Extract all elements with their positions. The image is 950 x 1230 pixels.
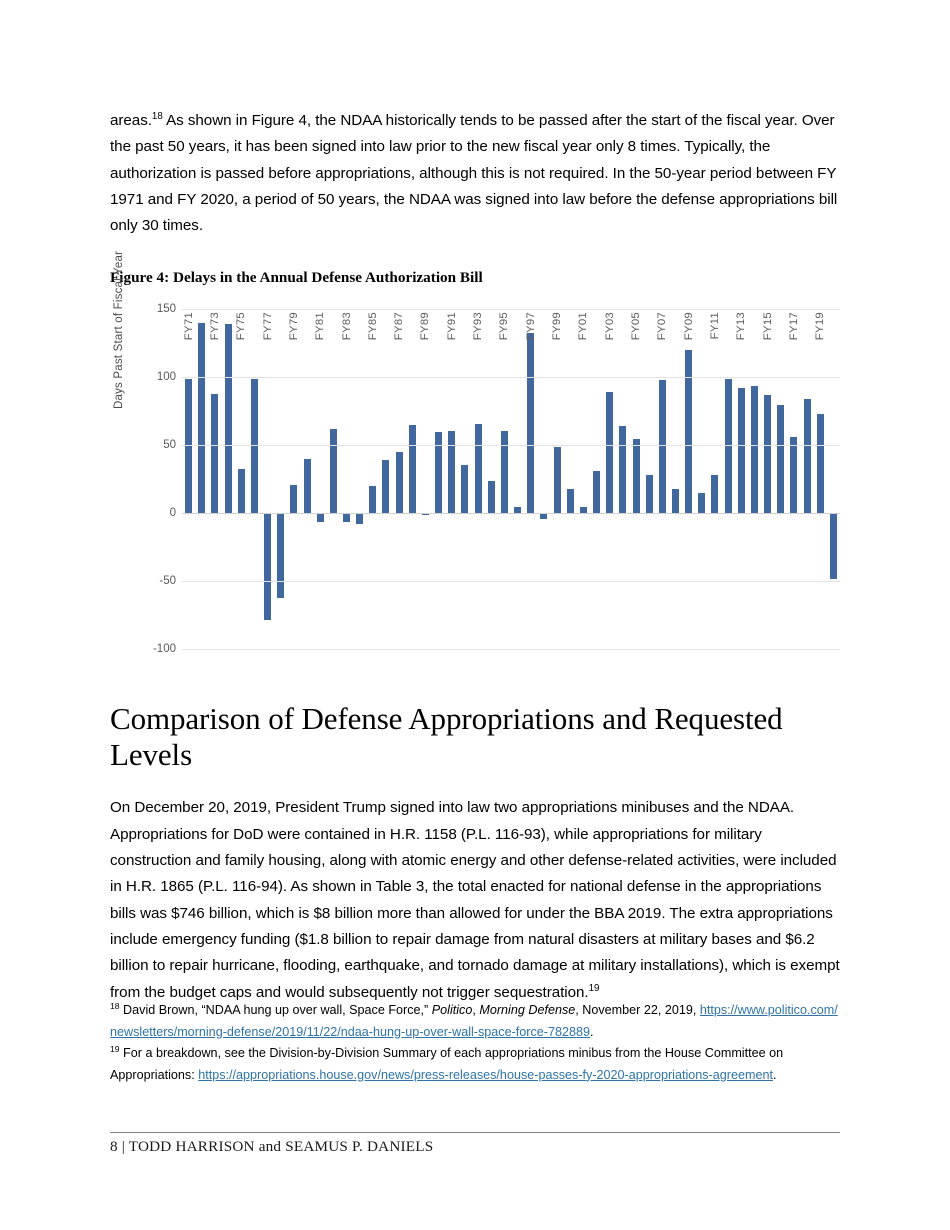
chart-x-tick-label: FY07 — [656, 312, 669, 341]
chart-x-tick-label: FY13 — [735, 312, 748, 341]
chart-x-tick-label: FY05 — [630, 312, 643, 341]
footnote-entry: $^{19}$ For a breakdown, see the Division-by-Division Summary of each appropriations minibus from the House Committee on Appropriations: https://appropriations.house.gov/news/press-releases/house-passes-fy-2020-appropriations-agreement. — [110, 1043, 784, 1082]
chart-x-tick-label: FY71 — [182, 312, 195, 341]
chart-bar — [738, 388, 745, 513]
chart-bar — [777, 405, 784, 514]
chart-bar — [238, 469, 245, 514]
chart-bar — [396, 452, 403, 513]
chart-bar — [304, 459, 311, 513]
chart-x-tick-label: FY19 — [814, 312, 827, 341]
chart-x-tick-label: FY09 — [682, 312, 695, 341]
chart-y-tick-label: 0 — [169, 507, 176, 520]
chart-gridline — [182, 649, 840, 650]
chart-bar — [633, 439, 640, 514]
chart-gridline — [182, 581, 840, 582]
chart-gridline — [182, 377, 840, 378]
footer-page-label: 8 | TODD HARRISON and SEAMUS P. DANIELS — [110, 1138, 434, 1155]
chart-bar — [698, 493, 705, 513]
chart-y-tick-label: 150 — [156, 303, 176, 316]
chart-y-tick-label: -100 — [152, 643, 176, 656]
figure-caption: Figure 4: Delays in the Annual Defense Authorization Bill — [110, 269, 483, 287]
chart-bar — [751, 386, 758, 514]
chart-bar — [619, 426, 626, 513]
chart-bar — [593, 471, 600, 513]
chart-bar — [409, 425, 416, 513]
intro-paragraph: areas.$^{18}$ As shown in Figure 4, the NDAA historically tends to be passed after the start of the fiscal year. Over the past 50 years, it has been signed into law prior to the new fiscal year only 8 times. Typically, the authorization is passed before appropriations, although this is not required. In the 50-year period between FY 1971 and FY 2020, a period of 50 years, the NDAA was signed into law before the defense appropriations bill only 30 times. — [110, 110, 838, 235]
chart-x-tick-label: FY95 — [498, 312, 511, 341]
footnotes-block — [110, 1000, 840, 1086]
chart-x-tick-label: FY87 — [393, 312, 406, 341]
footnote-link-politico[interactable]: https://www.politico.com/newsletters/morning-defense/2019/11/22/ndaa-hung-up-over-wall-space-force-782889 — [110, 1003, 838, 1039]
chart-x-tick-label: FY77 — [261, 312, 274, 341]
chart-bar — [514, 507, 521, 514]
chart-bar — [606, 392, 613, 513]
chart-x-tick-label: FY91 — [445, 312, 458, 341]
chart-bar — [501, 431, 508, 514]
footnote-number: 19 — [110, 1043, 120, 1054]
chart-gridline — [182, 513, 840, 514]
chart-bar — [711, 475, 718, 513]
chart-bar — [277, 513, 284, 597]
chart-bar — [580, 507, 587, 514]
chart-bar — [475, 424, 482, 514]
chart-x-tick-label: FY15 — [761, 312, 774, 341]
footnote-link-appropriations[interactable]: https://appropriations.house.gov/news/press-releases/house-passes-fy-2020-appropriations-agreement — [198, 1067, 773, 1082]
chart-bar — [567, 489, 574, 513]
chart-bar — [356, 513, 363, 524]
chart-bar — [330, 429, 337, 513]
chart-bar — [817, 414, 824, 513]
chart-bar — [790, 437, 797, 513]
chart-x-tick-label: FY17 — [787, 312, 800, 341]
chart-gridline — [182, 445, 840, 446]
chart-bar — [764, 395, 771, 513]
chart-bar — [804, 399, 811, 513]
chart-bar — [211, 394, 218, 514]
chart-y-axis-labels — [110, 303, 182, 656]
chart-bar — [382, 460, 389, 513]
chart-x-axis-labels — [182, 309, 840, 369]
chart-x-tick-label: FY73 — [208, 312, 221, 341]
chart-y-tick-label: -50 — [159, 575, 176, 588]
page-content — [110, 108, 840, 1006]
chart-bar — [646, 475, 653, 513]
chart-bar — [290, 485, 297, 514]
chart-bar — [554, 447, 561, 514]
chart-y-axis-title: Days Past Start of Fiscal Year — [113, 251, 125, 410]
chart-bar — [448, 431, 455, 514]
chart-x-tick-label: FY93 — [472, 312, 485, 341]
chart-x-tick-label: FY81 — [314, 312, 327, 341]
chart-bar — [317, 513, 324, 521]
chart-x-tick-label: FY03 — [603, 312, 616, 341]
chart-y-tick-label: 50 — [163, 439, 176, 452]
chart-bar — [369, 486, 376, 513]
chart-x-tick-label: FY11 — [708, 312, 721, 340]
chart-bar — [830, 513, 837, 578]
chart-bar — [435, 432, 442, 514]
chart-x-tick-label: FY75 — [235, 312, 248, 341]
chart-y-tick-label: 100 — [156, 371, 176, 384]
chart-bar — [672, 489, 679, 513]
chart-bar — [264, 513, 271, 619]
chart-bar — [685, 350, 692, 513]
chart-x-tick-label: FY01 — [577, 312, 590, 341]
chart-bar — [659, 380, 666, 513]
chart-x-tick-label: FY85 — [366, 312, 379, 341]
footer-divider — [110, 1132, 840, 1133]
chart-x-tick-label: FY83 — [340, 312, 353, 341]
chart-bar — [488, 481, 495, 514]
section-paragraph: On December 20, 2019, President Trump signed into law two appropriations minibuses and the NDAA. Appropriations for DoD were contained in H.R. 1158 (P.L. 116-93), while appropriations for military construction and family housing, along with atomic energy and other defense-related activities, were included in H.R. 1865 (P.L. 116-94). As shown in Table 3, the total enacted for national defense in the appropriations bills was $746 billion, which is $8 billion more than allowed for under the BBA 2019. The extra appropriations include emergency funding ($1.8 billion to repair damage from natural disasters at military bases and $6.2 billion to repair hurricane, flooding, earthquake, and tornado damage at military installations), which is exempt from the budget caps and would subsequently not trigger sequestration.$^{19}$ — [110, 799, 840, 1001]
footnote-number: 18 — [110, 1000, 120, 1011]
chart-bar — [461, 465, 468, 514]
chart-x-tick-label: FY97 — [524, 312, 537, 341]
chart-x-tick-label: FY89 — [419, 312, 432, 341]
chart-bar — [343, 513, 350, 521]
chart-x-tick-label: FY99 — [551, 312, 564, 341]
page-title: Comparison of Defense Appropriations and Requested Levels — [110, 701, 783, 773]
footnote-entry: $^{18}$ David Brown, “NDAA hung up over wall, Space Force,” Politico, Morning Defense, November 22, 2019, https://www.politico.com/newsletters/morning-defense/2019/11/22/ndaa-hung-up-over-wall-space-force-782889. — [110, 1000, 838, 1039]
chart-x-tick-label: FY79 — [287, 312, 300, 341]
